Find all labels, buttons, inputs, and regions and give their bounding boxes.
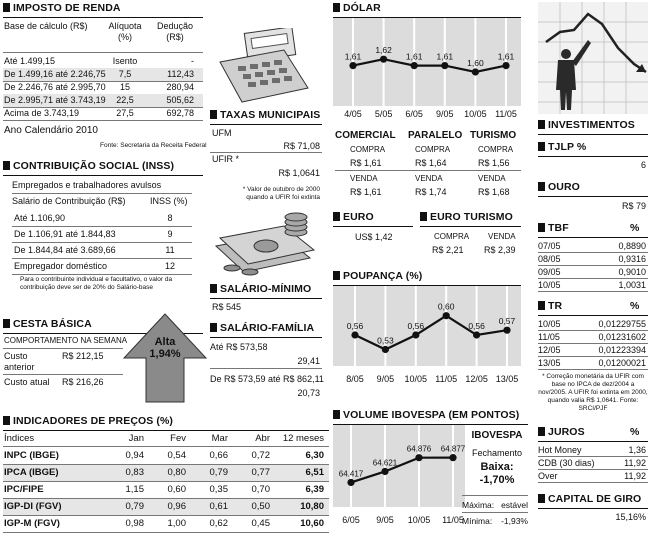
precos-row-line [3, 481, 329, 482]
imposto-row-ded: 112,43 [167, 69, 194, 79]
precos-cell: 0,70 [251, 484, 270, 495]
minimo-title: SALÁRIO-MÍNIMO [210, 283, 311, 296]
tjlp-val: 6 [640, 160, 646, 170]
familia-r1-label: Até R$ 573,58 [210, 342, 268, 352]
chart-point [411, 62, 418, 69]
chart-tick-label: 11/05 [435, 374, 458, 384]
minimo-val: R$ 545 [212, 302, 242, 312]
tbf-row-val: 0,9010 [618, 267, 646, 277]
juros-pct: % [630, 426, 640, 438]
imposto-row-base: Até 1.499,15 [4, 56, 56, 66]
chart-tick-label: 9/05 [436, 109, 454, 119]
chart-point [347, 479, 354, 486]
chart-point [415, 454, 422, 461]
precos-header-cell: Índices [4, 433, 35, 444]
chart-tick-label: 12/05 [465, 374, 488, 384]
chart-data-label: 0,56 [346, 321, 364, 331]
inss-row-line [12, 258, 192, 259]
ibovespa-min-label: Mínima: [462, 516, 493, 526]
precos-title: INDICADORES DE PREÇOS (%) [3, 415, 173, 428]
dolar-turismo-compra-label: COMPRA [478, 145, 514, 154]
tr-row-val: 0,01229755 [598, 319, 646, 329]
poupanca-title: POUPANÇA (%) [333, 270, 422, 283]
precos-header-line [3, 446, 329, 447]
inss-row-pct: 8 [167, 213, 173, 223]
euro-title: EURO [333, 211, 374, 224]
imposto-row-ded: - [191, 56, 194, 66]
dolar-turismo-venda: R$ 1,68 [478, 187, 510, 197]
euroturismo-compra-val: R$ 2,21 [432, 245, 464, 255]
tr-row-label: 12/05 [538, 345, 561, 355]
cesta-title: CESTA BÁSICA [3, 318, 92, 331]
dolar-paralelo: PARALELO [408, 130, 463, 141]
tr-title: TR [538, 300, 562, 313]
precos-cell: 0,94 [125, 450, 144, 461]
inss-row-line [12, 226, 192, 227]
taxas-title: TAXAS MUNICIPAIS [210, 109, 320, 122]
dolar-comercial: COMERCIAL [335, 130, 396, 141]
ibovespa-box-title: IBOVESPA [471, 430, 523, 441]
dolar-paralelo-venda-label: VENDA [415, 174, 443, 183]
chart-background [333, 18, 521, 106]
juros-row-label: Hot Money [538, 445, 582, 455]
precos-cell: INPC (IBGE) [4, 450, 59, 461]
imposto-ano: Ano Calendário 2010 [4, 125, 98, 136]
chart-point [441, 62, 448, 69]
chart-data-label: 0,53 [377, 335, 394, 346]
inss-row-pct: 11 [165, 245, 175, 255]
chart-tick-label: 4/05 [344, 109, 362, 119]
poupanca-chart [333, 286, 521, 386]
cesta-sub: COMPORTAMENTO NA SEMANA [4, 336, 128, 345]
precos-header-cell: Mar [211, 433, 228, 444]
imposto-col-ded: Dedução (R$) [156, 21, 194, 42]
dolar-comercial-compra-label: COMPRA [350, 145, 386, 154]
imposto-row-ded: 280,94 [166, 82, 194, 92]
precos-header-cell: Fev [170, 433, 186, 444]
money-icon [210, 210, 322, 278]
precos-cell: 6,51 [305, 467, 324, 478]
chart-data-label: 1,61 [497, 51, 515, 62]
imposto-col-base: Base de cálculo (R$) [4, 21, 88, 31]
juros-row-label: CDB (30 dias) [538, 458, 595, 468]
precos-cell: 0,54 [167, 450, 186, 461]
ouro-title: OURO [538, 181, 580, 194]
precos-cell: 0,79 [125, 501, 144, 512]
inss-col-pct: INSS (%) [150, 196, 188, 206]
chart-point [443, 312, 450, 319]
familia-title: SALÁRIO-FAMÍLIA [210, 322, 314, 335]
taxas-ufm-val: R$ 71,08 [283, 141, 320, 151]
dolar-comercial-compra: R$ 1,61 [350, 158, 382, 168]
chart-tick-label: 9/05 [376, 374, 395, 384]
tbf-row-label: 10/05 [538, 280, 561, 290]
chart-tick-label: 5/05 [374, 109, 393, 119]
chart-tick-label: 11/05 [442, 515, 464, 525]
ibovespa-min-val: -1,93% [501, 516, 528, 526]
euroturismo-compra-label: COMPRA [434, 232, 470, 241]
dolar-turismo-venda-label: VENDA [478, 174, 506, 183]
juros-row-val: 11,92 [624, 471, 646, 481]
dolar-chart [333, 18, 521, 122]
chart-data-label: 1,61 [405, 51, 423, 62]
ibovespa-baixa-val: -1,70% [479, 474, 515, 486]
euroturismo-venda-label: VENDA [488, 232, 516, 241]
inss-note: Para o contribuinte individual e facultativo, o valor da contribuição deve ser de 20% do Salário-base [20, 276, 173, 291]
inss-title: CONTRIBUIÇÃO SOCIAL (INSS) [3, 160, 174, 173]
precos-cell: IGP-M (FGV) [4, 518, 60, 529]
cesta-anterior-val: R$ 212,15 [62, 351, 104, 361]
ibovespa-chart [333, 425, 465, 525]
imposto-row-ded: 692,78 [166, 108, 194, 118]
tbf-row-val: 0,9316 [618, 254, 646, 264]
tbf-row-label: 08/05 [538, 254, 561, 264]
tr-row-val: 0,01231602 [598, 332, 646, 342]
chart-data-label: 1,60 [467, 58, 484, 68]
dolar-paralelo-compra: R$ 1,64 [415, 158, 447, 168]
capital-val: 15,16% [615, 512, 646, 522]
tbf-row-val: 0,8890 [618, 241, 646, 251]
precos-cell: 0,50 [251, 501, 270, 512]
ouro-val: R$ 79 [621, 201, 646, 211]
chart-tick-label: 10/05 [407, 515, 431, 525]
chart-data-label: 64.876 [406, 444, 432, 454]
chart-data-label: 1,62 [375, 45, 392, 56]
precos-cell: 0,77 [251, 467, 270, 478]
inss-row-sal: De 1.106,91 até 1.844,83 [14, 229, 116, 239]
inss-sub: Empregados e trabalhadores avulsos [12, 180, 162, 190]
chart-data-label: 1,61 [344, 51, 362, 62]
chart-tick-label: 13/05 [495, 374, 519, 384]
imposto-title: IMPOSTO DE RENDA [3, 2, 121, 15]
inss-row-line [12, 242, 192, 243]
precos-cell: 0,96 [167, 501, 186, 512]
tr-row-label: 13/05 [538, 358, 561, 368]
imposto-col-aliq: Alíquota (%) [108, 21, 142, 42]
chart-point [473, 331, 480, 338]
ibovespa-max-val: estável [501, 500, 528, 510]
tr-row-line [538, 369, 648, 370]
inss-row-sal: Empregador doméstico [14, 261, 108, 271]
chart-point [449, 454, 456, 461]
taxas-note: * Valor de outubro de 2000 quando a UFIR foi extinta [242, 186, 320, 201]
chart-tick-label: 6/05 [405, 109, 423, 119]
cesta-arrow-label: Alta [154, 336, 176, 348]
tr-row-label: 11/05 [538, 332, 560, 342]
inss-row-sal: Até 1.106,90 [14, 213, 66, 223]
juros-row-line [538, 482, 648, 483]
tr-pct: % [630, 300, 640, 312]
precos-cell: 10,60 [300, 518, 324, 529]
ibovespa-max-label: Máxima: [462, 500, 495, 510]
tbf-row-line [538, 291, 648, 292]
precos-cell: 1,00 [167, 518, 186, 529]
inss-col-sal: Salário de Contribuição (R$) [12, 196, 126, 206]
investor-illustration-icon [538, 2, 648, 114]
juros-row-label: Over [538, 471, 558, 481]
precos-cell: 0,72 [251, 450, 270, 461]
imposto-row-base: De 1.499,16 até 2.246,75 [4, 69, 106, 79]
chart-tick-label: 11/05 [495, 109, 517, 119]
imposto-row-base: De 2.995,71 até 3.743,19 [4, 95, 106, 105]
precos-cell: IPC/FIPE [4, 484, 44, 495]
chart-data-label: 0,56 [407, 321, 425, 331]
chart-data-label: 1,61 [436, 51, 454, 62]
dolar-turismo: TURISMO [470, 130, 517, 141]
inss-row-pct: 9 [167, 229, 173, 239]
precos-cell: 10,80 [300, 501, 324, 512]
imposto-row-line [3, 120, 203, 121]
inss-row-line [12, 274, 192, 275]
investimentos-title: INVESTIMENTOS [538, 119, 635, 132]
calculator-icon [212, 28, 312, 106]
chart-tick-label: 8/05 [346, 374, 364, 384]
euro-val: US$ 1,42 [355, 232, 393, 242]
cesta-arrow-val: 1,94% [149, 348, 181, 360]
precos-cell: 0,45 [251, 518, 270, 529]
precos-cell: 0,35 [209, 484, 228, 495]
familia-r1-val: 29,41 [297, 356, 320, 366]
ibovespa-baixa: Baixa: [480, 461, 514, 473]
precos-cell: 0,66 [209, 450, 228, 461]
precos-row-line [3, 515, 329, 516]
precos-header-cell: Abr [255, 433, 270, 444]
precos-cell: 0,60 [167, 484, 186, 495]
chart-tick-label: 10/05 [404, 374, 428, 384]
imposto-row-base: De 2.246,76 até 2.995,70 [4, 82, 106, 92]
precos-cell: 0,62 [209, 518, 228, 529]
taxas-ufir-label: UFIR * [212, 154, 239, 164]
imposto-row-aliq: 22,5 [116, 95, 134, 105]
inss-line [12, 193, 192, 194]
juros-title: JUROS [538, 426, 585, 439]
tr-row-val: 0,01200021 [598, 358, 646, 368]
chart-point [351, 331, 358, 338]
precos-cell: 0,83 [125, 467, 144, 478]
chart-point [381, 468, 388, 475]
chart-data-label: 64.417 [338, 469, 364, 479]
dolar-comercial-venda-label: VENDA [350, 174, 378, 183]
precos-cell: IGP-DI (FGV) [4, 501, 62, 512]
imposto-row-aliq: Isento [112, 56, 138, 66]
precos-cell: 0,61 [209, 501, 228, 512]
chart-point [349, 62, 356, 69]
familia-r2-label: De R$ 573,59 até R$ 862,11 [210, 374, 324, 384]
cesta-atual-val: R$ 216,26 [62, 377, 104, 387]
chart-tick-label: 6/05 [342, 515, 360, 525]
familia-r2-val: 20,73 [297, 388, 320, 398]
precos-cell: 0,80 [167, 467, 186, 478]
imposto-row-aliq: 7,5 [118, 69, 132, 79]
euroturismo-title: EURO TURISMO [420, 211, 513, 224]
cesta-atual-label: Custo atual [4, 377, 50, 387]
precos-cell: 6,30 [305, 450, 324, 461]
chart-point [502, 62, 509, 69]
tr-row-label: 10/05 [538, 319, 561, 329]
dolar-paralelo-compra-label: COMPRA [415, 145, 451, 154]
tbf-pct: % [630, 222, 640, 234]
ibovespa-title: VOLUME IBOVESPA (EM PONTOS) [333, 409, 519, 422]
imposto-row-aliq: 27,5 [116, 108, 134, 118]
chart-point [380, 56, 387, 63]
precos-cell: 1,15 [125, 484, 144, 495]
euroturismo-venda-val: R$ 2,39 [484, 245, 516, 255]
chart-point [503, 327, 510, 334]
imposto-fonte: Fonte: Secretaria da Receita Federal [100, 142, 207, 149]
tbf-row-label: 07/05 [538, 241, 561, 251]
chart-data-label: 0,56 [468, 321, 485, 331]
tbf-row-val: 1,0031 [618, 280, 646, 290]
chart-point [382, 346, 389, 353]
inss-row-pct: 12 [164, 261, 175, 271]
tbf-row-label: 09/05 [538, 267, 561, 277]
precos-cell: 6,39 [305, 484, 324, 495]
tjlp-title: TJLP % [538, 141, 586, 154]
imposto-row-aliq: 15 [119, 82, 130, 92]
dolar-paralelo-venda: R$ 1,74 [415, 187, 447, 197]
tr-row-val: 0,01223394 [598, 345, 646, 355]
dolar-title: DÓLAR [333, 2, 381, 15]
chart-data-label: 0,57 [498, 316, 516, 327]
ibovespa-fech: Fechamento [471, 448, 523, 458]
dolar-turismo-compra: R$ 1,56 [478, 158, 510, 168]
taxas-ufir-val: R$ 1,0641 [278, 168, 320, 178]
precos-header-cell: 12 meses [282, 433, 324, 444]
juros-row-val: 11,92 [624, 458, 646, 468]
chart-point [412, 331, 419, 338]
tbf-title: TBF [538, 222, 569, 235]
tr-note: * Correção monetária da UFIR com base no IPCA de dez/2004 a nov/2005. A UFIR foi extinta em 2000, quando valia R$ 1,0641. Fonte: SRCI/PJF [538, 373, 648, 412]
cesta-anterior-label: Custo anterior [4, 351, 35, 372]
precos-cell: 0,79 [209, 467, 228, 478]
precos-cell: 0,98 [125, 518, 144, 529]
chart-tick-label: 9/05 [376, 515, 394, 525]
chart-tick-label: 10/05 [464, 109, 487, 119]
chart-point [472, 68, 479, 75]
taxas-ufm-label: UFM [212, 128, 232, 138]
chart-data-label: 0,60 [437, 301, 455, 312]
juros-row-val: 1,36 [628, 445, 646, 455]
chart-data-label: 64.877 [440, 444, 465, 454]
precos-cell: IPCA (IBGE) [4, 467, 59, 478]
imposto-row-base: Acima de 3.743,19 [4, 108, 80, 118]
inss-row-sal: De 1.844,84 até 3.689,66 [14, 245, 116, 255]
precos-header-cell: Jan [128, 433, 144, 444]
imposto-row-ded: 505,62 [166, 95, 194, 105]
capital-title: CAPITAL DE GIRO [538, 493, 641, 506]
chart-data-label: 64.621 [372, 458, 398, 468]
dolar-comercial-venda: R$ 1,61 [350, 187, 382, 197]
